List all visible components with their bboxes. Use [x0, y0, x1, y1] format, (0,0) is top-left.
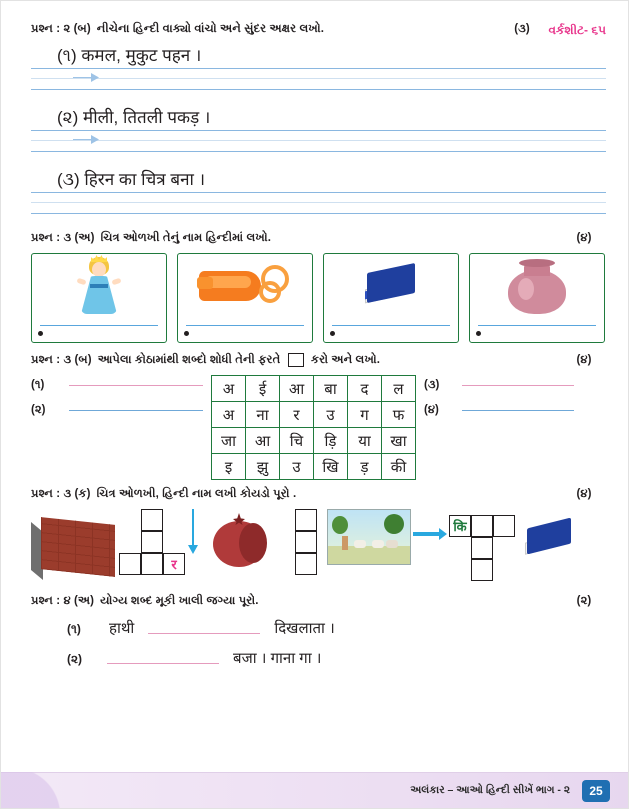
letter-grid-row: [212, 428, 416, 454]
letter-grid-row: [212, 376, 416, 402]
bullet-dot: [38, 331, 43, 336]
grid-cell[interactable]: आ: [280, 376, 314, 402]
question-4a-heading: [31, 595, 606, 608]
question-3b-text-after: કરો અને લખો.: [310, 354, 381, 367]
question-3a-number: પ્રશ્ન : ૩ (અ): [31, 232, 95, 244]
crossword-cell[interactable]: [141, 509, 163, 531]
grid-cell[interactable]: ल: [382, 376, 416, 402]
crossword-cell-prefilled[interactable]: र: [163, 553, 185, 575]
answer-item-4[interactable]: [424, 404, 574, 417]
q2b-sentence-1: (૧) कमल, मुकुट पहन ।: [57, 46, 202, 65]
answer-line[interactable]: [478, 325, 596, 326]
brick-wall-image: [31, 517, 117, 579]
crossword-item-pomegranate: [209, 509, 317, 575]
crossword-grid-2: [273, 509, 317, 575]
crossword-item-wall: [31, 509, 199, 579]
checkbox-icon: [288, 353, 304, 367]
letter-grid-row: [212, 402, 416, 428]
picture-box-book: [323, 253, 459, 343]
page-number-badge: 25: [582, 780, 610, 802]
village-scene-image: [327, 509, 411, 565]
answer-label: (૪): [424, 404, 439, 417]
answer-item-2[interactable]: [31, 404, 203, 417]
grid-cell[interactable]: जा: [212, 428, 246, 454]
whistle-image: [178, 258, 312, 316]
answer-line[interactable]: [332, 325, 450, 326]
grid-cell[interactable]: ग: [348, 402, 382, 428]
picture-box-pot: [469, 253, 605, 343]
grid-cell[interactable]: खा: [382, 428, 416, 454]
rule-bottom: [31, 89, 606, 90]
row-number: (૧): [67, 622, 81, 637]
blank-line[interactable]: [148, 633, 260, 634]
row-text-after: बजा । गाना गा ।: [233, 650, 322, 668]
question-3b-heading: [31, 353, 606, 367]
question-4a-number: પ્રશ્ન : ૪ (અ): [31, 595, 95, 608]
question-2b-block: [31, 23, 606, 36]
question-3b-number: પ્રશ્ન : ૩ (બ): [31, 354, 92, 367]
arrow-icon: [73, 134, 99, 145]
grid-cell[interactable]: फ: [382, 402, 416, 428]
answer-label: (૩): [424, 379, 440, 392]
q4a-row-1: [31, 618, 606, 638]
answer-line[interactable]: [462, 385, 574, 386]
question-3k-marks: (૪): [576, 488, 592, 501]
question-3a-heading: [31, 232, 606, 245]
question-2b-marks: (૩): [514, 23, 530, 35]
question-3k-heading: [31, 488, 606, 501]
footer-text: અલંકાર – આઓ હિન્દી સીખેં ભાગ - ૨: [410, 784, 570, 796]
question-3k-number: પ્રશ્ન : ૩ (ક): [31, 488, 91, 501]
arrow-icon: [73, 72, 99, 83]
grid-cell[interactable]: या: [348, 428, 382, 454]
question-4a-text: યોગ્ય શબ્દ મૂકી ખાલી જગ્યા પૂરો.: [100, 595, 259, 608]
q2b-sentence-2: (૨) मीली, तितली पकड़ ।: [57, 108, 211, 127]
crossword-cell[interactable]: [471, 559, 493, 581]
page-content: [31, 23, 606, 668]
q2b-writing-line-2[interactable]: [31, 130, 606, 160]
book-image: [324, 258, 458, 316]
crossword-cell[interactable]: [141, 531, 163, 553]
grid-cell[interactable]: ई: [246, 376, 280, 402]
crossword-cell[interactable]: [471, 515, 493, 537]
crossword-item-scene: [327, 509, 575, 581]
grid-cell[interactable]: झु: [246, 454, 280, 480]
question-4a-marks: (૨): [576, 595, 592, 608]
pot-image: [470, 258, 604, 316]
grid-cell[interactable]: र: [280, 402, 314, 428]
grid-cell[interactable]: ना: [246, 402, 280, 428]
bullet-dot: [184, 331, 189, 336]
question-3b-text-before: આપેલા કોઠામાંથી શબ્દો શોધી તેની ફરતે: [97, 354, 281, 367]
q2b-writing-line-3[interactable]: [31, 192, 606, 222]
letter-grid: [211, 375, 416, 480]
question-2b-text: નીચેના હિન્દી વાક્યો વાંચો અને સુંદર અક્ષર લખો.: [96, 23, 324, 35]
worksheet-label: વર્કશીટ- ૬૫: [548, 23, 606, 37]
grid-cell[interactable]: द: [348, 376, 382, 402]
crossword-cell[interactable]: [295, 509, 317, 531]
crossword-grid-3: [449, 515, 515, 581]
q3k-crossword-row: [31, 509, 606, 581]
crossword-grid-1: [119, 509, 185, 575]
rule-bottom: [31, 151, 606, 152]
row-number: (૨): [67, 652, 83, 667]
grid-cell[interactable]: ड़: [348, 454, 382, 480]
grid-cell[interactable]: उ: [314, 402, 348, 428]
q3b-right-answers: [424, 375, 574, 429]
crossword-cell[interactable]: [493, 515, 515, 537]
question-3a-marks: (૪): [576, 232, 592, 244]
grid-cell[interactable]: की: [382, 454, 416, 480]
book-image: [523, 519, 575, 559]
row-text-before: हाथी: [109, 620, 135, 638]
rule-top: [31, 192, 606, 193]
crossword-cell[interactable]: [119, 553, 141, 575]
q3a-picture-row: [31, 253, 606, 343]
q2b-sentence-3: (૩) हिरन का चित्र बना ।: [57, 170, 206, 189]
answer-item-3[interactable]: [424, 379, 574, 392]
rule-mid: [31, 140, 606, 141]
crossword-cell[interactable]: [141, 553, 163, 575]
crossword-cell-prefilled[interactable]: कि: [449, 515, 471, 537]
q2b-writing-line-1[interactable]: [31, 68, 606, 98]
grid-cell[interactable]: अ: [212, 402, 246, 428]
question-3k-text: ચિત્ર ઓળખી, હિન્દી નામ લખી કોયડો પૂરો .: [96, 488, 297, 501]
crossword-cell[interactable]: [295, 553, 317, 575]
picture-box-doll: [31, 253, 167, 343]
bullet-dot: [476, 331, 481, 336]
question-2b-heading: [31, 23, 606, 36]
question-3b-marks: (૪): [576, 354, 592, 367]
footer-decoration: [1, 772, 121, 808]
grid-cell[interactable]: उ: [280, 454, 314, 480]
grid-cell[interactable]: इ: [212, 454, 246, 480]
grid-cell[interactable]: ड़ि: [314, 428, 348, 454]
down-arrow-icon: [187, 509, 199, 555]
rule-bottom: [31, 213, 606, 214]
rule-mid: [31, 78, 606, 79]
question-2b-number: પ્રશ્ન : ૨ (બ): [31, 23, 91, 35]
grid-cell[interactable]: बा: [314, 376, 348, 402]
grid-cell[interactable]: आ: [246, 428, 280, 454]
question-3a-text: ચિત્ર ઓળખી તેનું નામ હિન્દીમાં લખો.: [100, 232, 271, 244]
grid-cell[interactable]: खि: [314, 454, 348, 480]
row-text-after: दिखलाता ।: [274, 620, 335, 638]
answer-item-1[interactable]: [31, 379, 203, 392]
answer-line[interactable]: [186, 325, 304, 326]
grid-cell[interactable]: अ: [212, 376, 246, 402]
q3b-left-answers: [31, 375, 203, 429]
bullet-dot: [330, 331, 335, 336]
answer-line[interactable]: [40, 325, 158, 326]
picture-box-whistle: [177, 253, 313, 343]
doll-image: [32, 258, 166, 316]
q4a-row-2: [31, 648, 606, 668]
answer-label: (૧): [31, 379, 45, 392]
rule-top: [31, 68, 606, 69]
page-footer: [1, 766, 628, 808]
crossword-cell[interactable]: [295, 531, 317, 553]
answer-label: (૨): [31, 404, 46, 417]
answer-line[interactable]: [69, 385, 203, 386]
answer-line[interactable]: [69, 410, 203, 411]
blank-line[interactable]: [107, 663, 219, 664]
rule-mid: [31, 202, 606, 203]
letter-grid-row: [212, 454, 416, 480]
crossword-cell[interactable]: [471, 537, 493, 559]
grid-cell[interactable]: चि: [280, 428, 314, 454]
rule-top: [31, 130, 606, 131]
answer-line[interactable]: [462, 410, 574, 411]
pomegranate-image: [209, 513, 271, 569]
q3b-grid-section: [31, 375, 606, 480]
right-arrow-icon: [413, 527, 447, 539]
